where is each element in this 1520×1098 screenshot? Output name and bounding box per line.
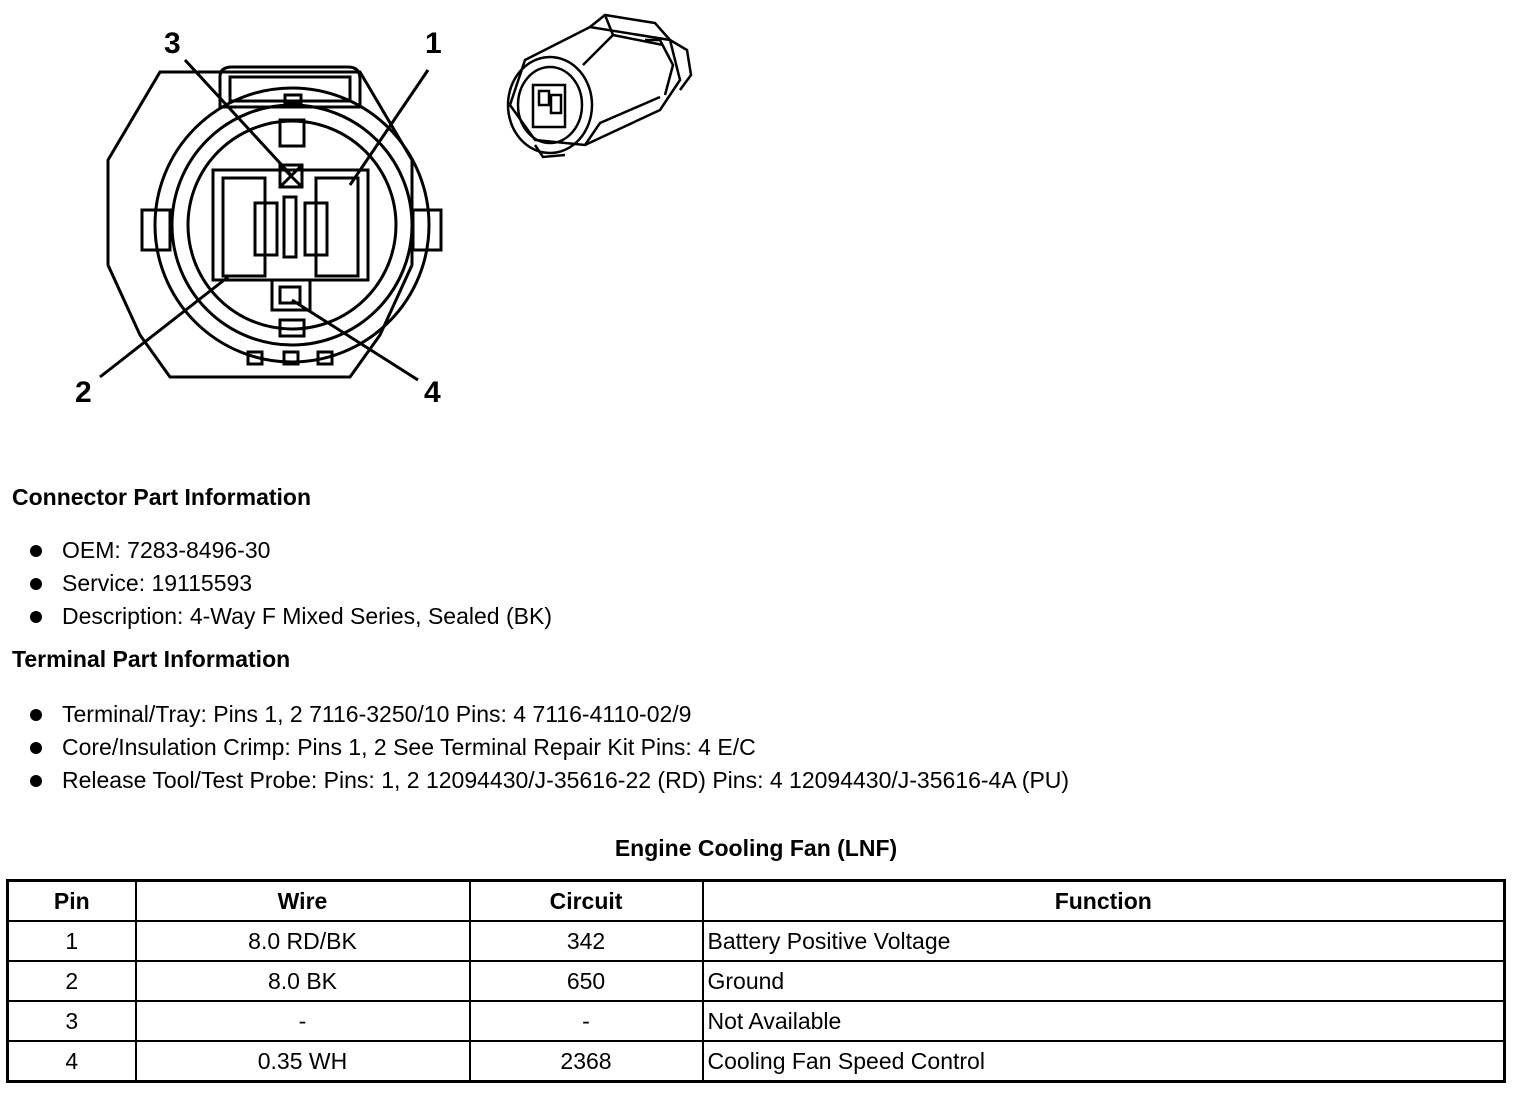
header-wire: Wire (136, 881, 470, 922)
connector-info-list (30, 535, 552, 634)
table-row (8, 1001, 1505, 1041)
table-header-row (8, 881, 1505, 922)
connector-info-heading: Connector Part Information (12, 484, 312, 510)
terminal-info-heading: Terminal Part Information (12, 646, 291, 672)
cell-wire: 8.0 BK (136, 961, 470, 1001)
table-row (8, 961, 1505, 1001)
header-circuit: Circuit (470, 881, 703, 922)
cell-circuit: - (470, 1001, 703, 1041)
cell-wire: 8.0 RD/BK (136, 921, 470, 961)
pin-label-3: 3 (164, 27, 181, 60)
cell-pin: 3 (8, 1001, 136, 1041)
list-item: Release Tool/Test Probe: Pins: 1, 2 12094430/J-35616-22 (RD) Pins: 4 12094430/J-35616-4A (PU) (30, 765, 1069, 798)
table-row (8, 1041, 1505, 1082)
cell-wire: 0.35 WH (136, 1041, 470, 1082)
cell-pin: 4 (8, 1041, 136, 1082)
header-function: Function (703, 881, 1505, 922)
cell-pin: 1 (8, 921, 136, 961)
cell-circuit: 2368 (470, 1041, 703, 1082)
list-item: Description: 4-Way F Mixed Series, Sealed (BK) (30, 601, 552, 634)
cell-circuit: 650 (470, 961, 703, 1001)
cell-pin: 2 (8, 961, 136, 1001)
pinout-table (6, 879, 1506, 1083)
cell-function: Ground (703, 961, 1505, 1001)
cell-wire: - (136, 1001, 470, 1041)
list-item: OEM: 7283-8496-30 (30, 535, 552, 568)
cell-function: Battery Positive Voltage (703, 921, 1505, 961)
list-item: Core/Insulation Crimp: Pins 1, 2 See Terminal Repair Kit Pins: 4 E/C (30, 732, 1069, 765)
cell-function: Cooling Fan Speed Control (703, 1041, 1505, 1082)
header-pin: Pin (8, 881, 136, 922)
connector-face-diagram (60, 15, 460, 415)
list-item: Terminal/Tray: Pins 1, 2 7116-3250/10 Pins: 4 7116-4110-02/9 (30, 699, 1069, 732)
table-title: Engine Cooling Fan (LNF) (614, 835, 898, 861)
pin-label-4: 4 (424, 376, 441, 409)
table-row (8, 921, 1505, 961)
pin-label-2: 2 (75, 376, 92, 409)
pin-label-1: 1 (425, 27, 442, 60)
terminal-info-list (30, 699, 1069, 798)
cell-function: Not Available (703, 1001, 1505, 1041)
cell-circuit: 342 (470, 921, 703, 961)
list-item: Service: 19115593 (30, 568, 552, 601)
connector-3d-illustration (495, 5, 705, 175)
